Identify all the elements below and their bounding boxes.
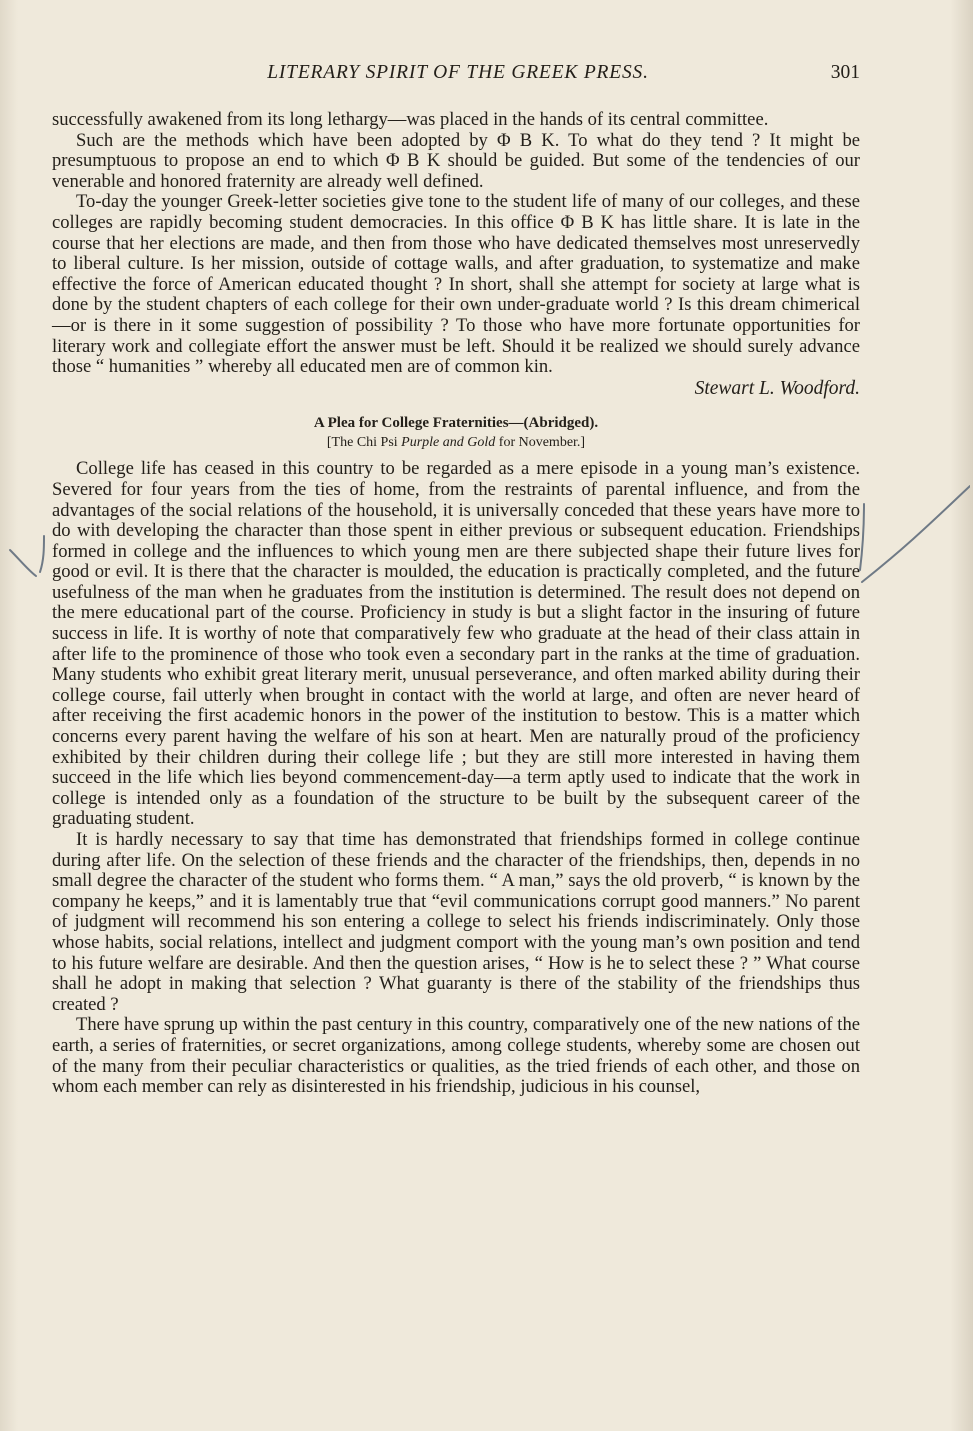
pencil-check-mark-icon [0, 518, 60, 588]
author-signature: Stewart L. Woodford. [694, 377, 860, 399]
paragraph-methods: Such are the methods which have been adopted by Φ B K. To what do they tend ? It might be presumptuous to propose an end to which Φ B K should be guided. But some of the tendencies of our venerable and honored fraternity are already well defined. [52, 129, 860, 192]
page-number: 301 [830, 62, 860, 83]
article-source-close: for November.] [495, 435, 586, 451]
article-source-publication: Purple and Gold [401, 435, 496, 451]
article-paragraph-friendships: It is hardly necessary to say that time has demonstrated that friendships formed in college continue during after life. On the selection of these friends and the character of the friendships, then, depends in no small degree the character of the student who forms them. “ A man,” says the old proverb, “ is known by the company he keeps,” and it is lamentably true that “evil communications corrupt good manners.” No parent of judgment will recommend his son entering a college to select his friends indiscriminately. Only those whose habits, social relations, intellect and judgment comport with the young man’s own position and tend to his future welfare are desirable. And then the question arises, “ How is he to select these ? ” What course shall he adopt in making that selection ? What guaranty is there of the stability of the friendships thus created ? [52, 829, 860, 1015]
article-source [52, 433, 860, 453]
article-source-open: [The Chi Psi [326, 435, 402, 451]
running-title: LITERARY SPIRIT OF THE GREEK PRESS. [267, 62, 649, 83]
article-paragraph-college-life: College life has ceased in this country to be regarded as a mere episode in a young man’s existence. Severed for four years from the ties of home, from the restraints of parental influence, and from the advantages of the social relations of the household, it is universally conceded that these years have more to do with developing the character than those spent in either previous or subsequent education. Friendships formed in college and the influences to which young men are there subjected shape their future lives for good or evil. It is there that the character is moulded, the education is practically completed, and the future usefulness of the man when he graduates from the institution is determined. The result does not depend on the mere educational part of the course. Proficiency in study is but a slight factor in the insuring of future success in life. It is worthy of note that comparatively few who graduate at the head of their class attain in after life to the prominence of those who took even a secondary part in the ranks at the time of graduation. Many students who exhibit great literary merit, unusual perseverance, and often marked ability during their college course, fail utterly when brought in contact with the world at large, and often are never heard of after receiving the first academic honors in the power of the institution to bestow. This is a matter which concerns every parent having the welfare of his son at heart. Men are naturally proud of the proficiency exhibited by their children during their college life ; but they are still more interested in having them succeed in the life which lies beyond commencement-day—a term aptly used to indicate that the work in college is intended only as a foundation of the structure to be built by the subsequent career of the graduating student. [52, 458, 860, 830]
paragraph-continuation: successfully awakened from its long lethargy—was placed in the hands of its central committee. [52, 109, 769, 130]
article-paragraph-fraternities: There have sprung up within the past century in this country, comparatively one of the new nations of the earth, a series of fraternities, or secret organizations, among college students, whereby some are chosen out of the many from their peculiar characteristics or qualities, as the tried friends of each other, and those on whom each member can rely as disinterested in his friendship, judicious in his counsel, [52, 1014, 860, 1098]
article-title: A Plea for College Fraternities—(Abridged). [313, 415, 599, 432]
paragraph-societies: To-day the younger Greek-letter societies give tone to the student life of many of our colleges, and these colleges are rapidly becoming student democracies. In this office Φ B K has little share. It is late in the course that her elections are made, and then from those who have dedicated themselves most unreservedly to liberal culture. Is her mission, outside of cottage walls, and after graduation, to systematize and make effective the force of American educated thought ? In short, shall she attempt for society at large what is done by the student chapters of each college for their own under-graduate world ? Is this dream chimerical—or is there in it some suggestion of possibility ? To those who have more fortunate opportunities for literary work and collegiate effort the answer must be left. Should it be realized we should surely advance those “ humanities ” whereby all educated men are of common kin. [52, 191, 860, 378]
pencil-slash-mark-icon [850, 484, 970, 594]
page-body [52, 110, 860, 1098]
page-header [56, 62, 860, 88]
